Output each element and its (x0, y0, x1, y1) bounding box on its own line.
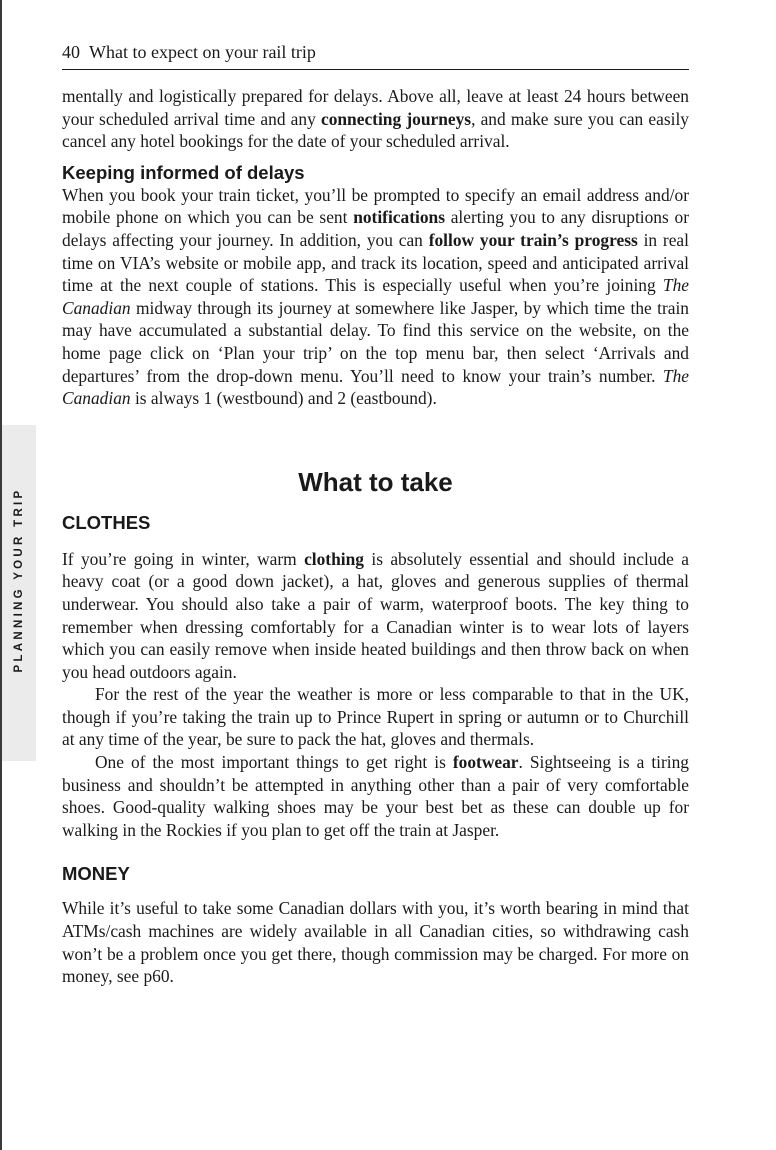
clothes-bold-clothing: clothing (304, 548, 364, 569)
intro-text-2: , and make sure you can easily cancel any hotel bookings for the date of your scheduled arrival. (62, 108, 689, 152)
clothes-p3-text-2: . Sightseeing is a tiring business and shouldn’t be attempted in anything other than a pair of very comfortable shoes. Good-quality walking shoes may be your best bet as these can double up for walking in the Rockies if you plan to get off the train at Jasper. (62, 752, 689, 840)
what-to-take-heading: What to take (298, 466, 453, 497)
header-rule (62, 69, 689, 70)
clothes-paragraph-3 (62, 751, 689, 841)
delays-bold-notifications: notifications (353, 207, 445, 228)
running-title: What to expect on your rail trip (89, 42, 316, 62)
delays-paragraph (62, 184, 689, 410)
side-tab-label: PLANNING YOUR TRIP (13, 487, 25, 673)
clothes-paragraph-2: For the rest of the year the weather is more or less comparable to that in the UK, though if you’re taking the train up to Prince Rupert in spring or autumn or to Churchill at any time of the year, be sure to pack the hat, gloves and thermals. (62, 684, 689, 750)
delays-text-2: alerting you to any disruptions or delays affecting your journey. In addition, you can (62, 207, 689, 250)
clothes-bold-footwear: footwear (452, 752, 519, 773)
intro-bold-connecting-journeys: connecting journeys (320, 108, 472, 129)
clothes-p1-text-2: is absolutely essential and should include a heavy coat (or a good down jacket), a hat, gloves and generous supplies of thermal underwear. You should also take a pair of warm, waterproof boots. The key thing to remember when dressing comfortably for a Canadian winter is to wear lots of layers which you can easily remove when inside heated buildings and then throw back on when you head outdoors again. (62, 548, 689, 682)
clothes-paragraph-1 (62, 548, 689, 684)
running-head (62, 40, 316, 64)
delays-text-3: in real time on VIA’s website or mobile app, and track its location, speed and anticipated arrival time at the next couple of stations. This is especially useful when you’re joining (62, 229, 689, 296)
money-heading: MONEY (62, 863, 130, 885)
intro-paragraph (62, 85, 689, 153)
delays-heading: Keeping informed of delays (62, 161, 305, 183)
clothes-p1-text-1: If you’re going in winter, warm (62, 548, 305, 569)
delays-text-4: midway through its journey at somewhere like Jasper, by which time the train may have accumulated a substantial delay. To find this service on the website, on the home page click on ‘Plan your trip’ on the top menu bar, then select ‘Arrivals and departures’ from the drop-down menu. You’ll need to know your train’s number. (62, 297, 689, 386)
delays-italic-the-canadian-1: The Canadian (62, 275, 689, 318)
money-paragraph: While it’s useful to take some Canadian dollars with you, it’s worth bearing in mind that ATMs/cash machines are widely available in all Canadian cities, so withdrawing cash won’t be a problem once you get there, though commission may be charged. For more on money, see p60. (62, 898, 689, 987)
delays-italic-the-canadian-2: The Canadian (62, 365, 689, 409)
clothes-p3-text-1: One of the most important things to get right is (95, 752, 453, 773)
intro-text-1: mentally and logistically prepared for delays. Above all, leave at least 24 hours between your scheduled arrival time and any (62, 86, 689, 129)
page-number: 40 (62, 42, 80, 62)
delays-text-1: When you book your train ticket, you’ll be prompted to specify an email address and/or mobile phone on which you can be sent (62, 184, 689, 228)
delays-bold-follow-progress: follow your train’s progress (428, 229, 638, 250)
delays-text-5: is always 1 (westbound) and 2 (eastbound). (130, 388, 437, 409)
clothes-heading: CLOTHES (62, 511, 151, 533)
page-body (62, 85, 689, 988)
